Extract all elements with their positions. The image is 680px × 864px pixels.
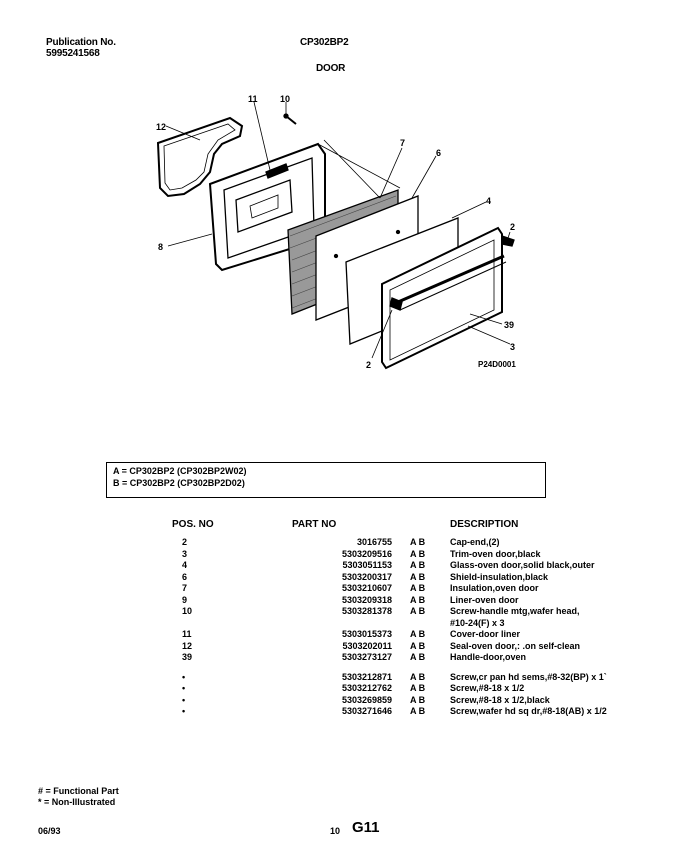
description-cell: Trim-oven door,black [450,548,541,559]
functional-part-note: # = Functional Part [38,786,119,796]
part-number-cell: 5303271646 [341,706,392,716]
models-cell: A B [410,560,426,570]
table-row [168,583,650,595]
description-cell: Handle-door,oven [450,652,527,662]
models-cell: A B [410,606,426,616]
parts-table-header [168,519,650,537]
pos-cell: • [182,671,186,682]
models-cell: A B [410,571,426,582]
part-number-cell: 5303015373 [341,629,392,639]
pos-cell: 10 [182,606,193,616]
callout-7: 7 [400,138,406,148]
description-cell: Liner-oven door [450,594,519,605]
pos-cell: • [182,706,186,716]
description-cell: Seal-oven door,: .on self-clean [450,640,581,651]
table-row [168,606,650,618]
pos-cell: 39 [182,652,193,662]
callout-11: 11 [248,94,258,104]
models-cell [410,618,450,630]
table-spacer [168,664,650,672]
pos-cell [168,618,262,630]
table-row [168,549,650,561]
door-seal-part [158,118,242,196]
description-cell: Screw,#8-18 x 1/2 [450,683,525,693]
pos-cell: 11 [182,629,192,639]
description-cell: Screw,wafer hd sq dr,#8-18(AB) x 1/2 [450,706,607,716]
section-title: DOOR [316,63,346,74]
part-number-cell: 5303269859 [341,694,392,705]
part-number-cell: 3016755 [356,537,392,547]
part-number-cell: 5303202011 [342,640,392,651]
part-number-cell: 5303209318 [341,594,392,605]
pos-cell: 9 [182,594,188,605]
screw-part [284,114,296,124]
pos-cell: 4 [182,560,188,570]
non-illustrated-note: * = Non-Illustrated [38,797,116,807]
table-row [168,706,650,718]
callout-3: 3 [510,342,516,352]
pos-cell: 7 [182,583,188,593]
models-cell: A B [410,594,426,605]
model-legend [106,462,546,498]
callout-6: 6 [436,148,442,158]
models-cell: A B [410,683,426,693]
exploded-door-diagram [140,88,540,378]
model-number: CP302BP2 [300,37,349,48]
pos-cell: • [182,683,186,693]
table-row [168,672,650,684]
header-part-no: PART NO [292,519,337,530]
models-cell: A B [410,694,426,705]
part-number-cell [262,618,410,630]
models-cell: A B [410,629,426,639]
part-number-cell: 5303051153 [342,560,392,570]
description-cell: Screw,#8-18 x 1/2,black [450,694,550,705]
pos-cell: 6 [182,571,188,582]
parts-table [168,519,650,718]
callout-4: 4 [486,196,492,206]
models-cell: A B [410,652,426,662]
table-row [168,560,650,572]
header-description: DESCRIPTION [450,519,519,530]
page-code: G11 [352,819,380,836]
description-cell: Glass-oven door,solid black,outer [450,560,595,570]
table-row [168,618,650,630]
table-row [168,641,650,653]
models-cell: A B [410,640,426,651]
table-row [168,595,650,607]
part-number-cell: 5303209516 [341,548,392,559]
pos-cell: 2 [182,537,188,547]
print-date: 06/93 [38,826,61,836]
figure-code: P24D0001 [478,360,516,369]
part-number-cell: 5303212871 [341,671,392,682]
table-row [168,572,650,584]
part-number-cell: 5303210607 [341,583,392,593]
description-cell: Screw,cr pan hd sems,#8-32(BP) x 1` [450,671,607,682]
table-row [168,629,650,641]
description-cell: Screw-handle mtg,wafer head, [450,606,580,616]
models-cell: A B [410,671,426,682]
description-cell: Cap-end,(2) [450,537,500,547]
part-number-cell: 5303212762 [341,683,392,693]
models-cell: A B [410,706,426,716]
description-cell: Cover-door liner [450,629,521,639]
pos-cell: • [182,694,186,705]
models-cell: A B [410,537,426,547]
publication-label: Publication No. [46,37,116,48]
header-pos-no: POS. NO [172,519,214,530]
publication-number: 5995241568 [46,48,100,59]
table-row [168,537,650,549]
models-cell: A B [410,583,426,593]
page-number: 10 [330,826,341,836]
callout-2-lower: 2 [366,360,372,370]
part-number-cell: 5303200317 [341,571,392,582]
description-cell: #10-24(F) x 3 [450,617,505,628]
part-number-cell: 5303273127 [341,652,392,662]
callout-39: 39 [504,320,515,330]
models-cell: A B [410,548,426,559]
pos-cell: 12 [182,640,193,651]
table-row [168,683,650,695]
legend-entry-a: A = CP302BP2 (CP302BP2W02) [113,466,247,476]
pos-cell: 3 [182,548,188,559]
callout-12: 12 [156,122,167,132]
description-cell: Insulation,oven door [450,583,539,593]
header-models [410,519,450,537]
description-cell: Shield-insulation,black [450,571,549,582]
part-number-cell: 5303281378 [341,606,392,616]
callout-8: 8 [158,242,164,252]
callout-2-upper: 2 [510,222,516,232]
table-row [168,695,650,707]
callout-10: 10 [280,94,291,104]
table-row [168,652,650,664]
legend-entry-b: B = CP302BP2 (CP302BP2D02) [113,478,245,488]
